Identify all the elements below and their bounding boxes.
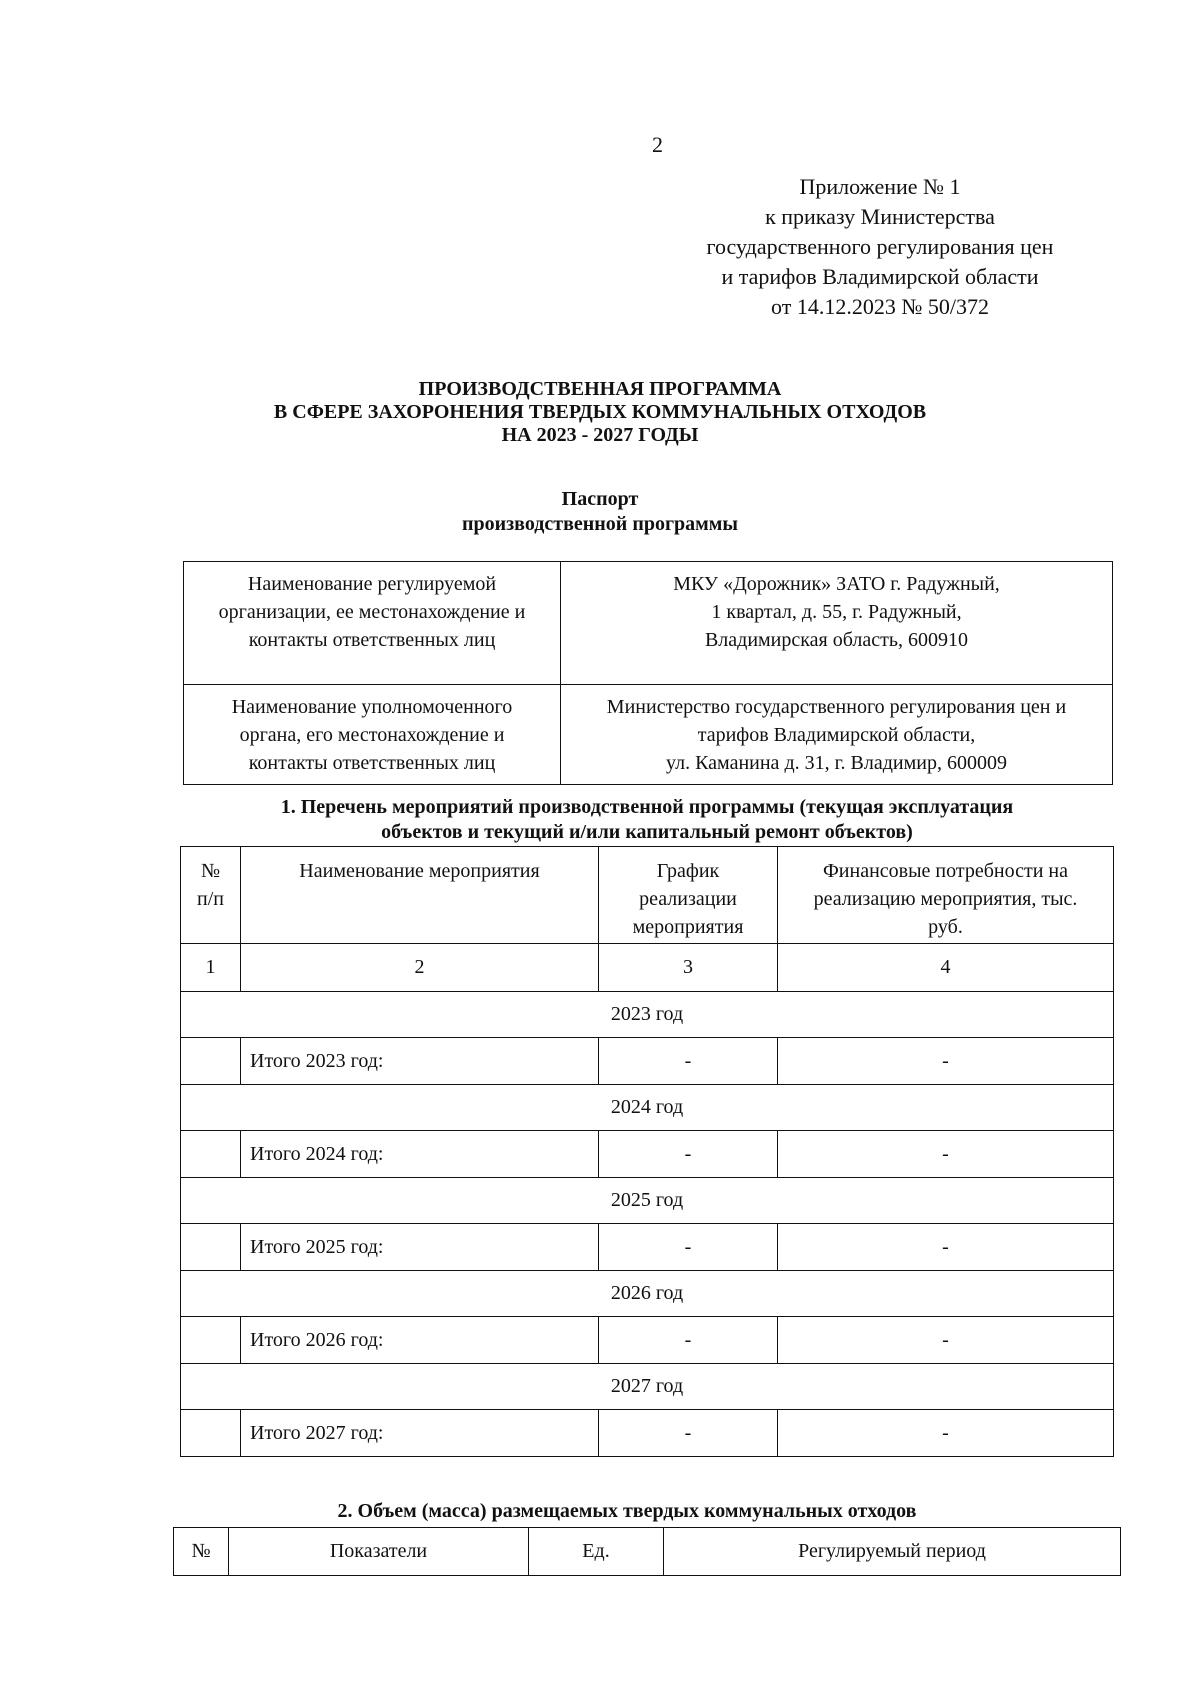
- total-number-cell: [181, 1317, 241, 1364]
- total-schedule: -: [599, 1038, 778, 1085]
- total-finance: -: [778, 1410, 1114, 1457]
- passport-heading-line: Паспорт: [561, 488, 639, 510]
- value-line: МКУ «Дорожник» ЗАТО г. Радужный,: [673, 573, 1000, 595]
- measures-table: [180, 846, 1114, 1457]
- volume-header-row: [174, 1528, 1121, 1576]
- total-row: [181, 1317, 1114, 1364]
- year-label: 2026 год: [181, 1271, 1114, 1317]
- passport-heading-line: производственной программы: [461, 513, 739, 535]
- header-line: п/п: [197, 888, 224, 910]
- total-schedule: -: [599, 1131, 778, 1178]
- label-line: Наименование уполномоченного: [231, 696, 513, 718]
- page-number: 2: [652, 132, 663, 157]
- year-row: [181, 1085, 1114, 1131]
- appendix-block: [650, 172, 1110, 322]
- value-line: тарифов Владимирской области,: [697, 724, 976, 746]
- volume-header-indicators: Показатели: [229, 1528, 529, 1576]
- label-line: контакты ответственных лиц: [248, 752, 496, 774]
- label-line: организации, ее местонахождение и: [218, 601, 526, 623]
- value-line: 1 квартал, д. 55, г. Радужный,: [711, 601, 962, 623]
- measures-header-row: [181, 847, 1114, 944]
- year-row: [181, 992, 1114, 1038]
- label-line: Наименование регулируемой: [247, 573, 497, 595]
- volume-header-unit: Ед.: [529, 1528, 664, 1576]
- section2-title: 2. Объем (масса) размещаемых твердых коммунальных отходов: [337, 1500, 917, 1522]
- total-label: Итого 2023 год:: [241, 1038, 599, 1085]
- total-label: Итого 2024 год:: [241, 1131, 599, 1178]
- passport-label: [184, 685, 561, 785]
- header-line: мероприятия: [632, 916, 744, 938]
- total-schedule: -: [599, 1224, 778, 1271]
- volume-header-period: Регулируемый период: [664, 1528, 1121, 1576]
- passport-value: [561, 685, 1113, 785]
- value-line: Министерство государственного регулирования цен и: [606, 696, 1067, 718]
- passport-label: [184, 562, 561, 685]
- year-label: 2024 год: [181, 1085, 1114, 1131]
- header-finance: [778, 847, 1114, 944]
- section1-title: [180, 795, 1114, 845]
- label-line: органа, его местонахождение и: [239, 724, 505, 746]
- value-line: ул. Каманина д. 31, г. Владимир, 600009: [666, 752, 1007, 774]
- title-line: ПРОИЗВОДСТВЕННАЯ ПРОГРАММА: [418, 378, 782, 400]
- appendix-line: государственного регулирования цен: [706, 234, 1054, 259]
- section1-title-line: объектов и текущий и/или капитальный ремонт объектов): [381, 821, 913, 843]
- column-number-row: [181, 944, 1114, 992]
- total-label: Итого 2025 год:: [241, 1224, 599, 1271]
- total-finance: -: [778, 1131, 1114, 1178]
- total-row: [181, 1224, 1114, 1271]
- section1-title-line: 1. Перечень мероприятий производственной программы (текущая эксплуатация: [280, 796, 1014, 818]
- value-line: Владимирская область, 600910: [704, 629, 969, 651]
- total-label: Итого 2027 год:: [241, 1410, 599, 1457]
- total-finance: -: [778, 1224, 1114, 1271]
- year-label: 2025 год: [181, 1178, 1114, 1224]
- header-line: График: [656, 860, 720, 882]
- total-number-cell: [181, 1038, 241, 1085]
- header-line: Финансовые потребности на: [823, 860, 1068, 882]
- total-number-cell: [181, 1131, 241, 1178]
- header-line: №: [200, 860, 221, 882]
- total-schedule: -: [599, 1317, 778, 1364]
- header-name: [241, 847, 599, 944]
- header-schedule: [599, 847, 778, 944]
- header-line: Наименование мероприятия: [299, 860, 540, 882]
- passport-table: [183, 561, 1113, 785]
- volume-table: [173, 1527, 1121, 1576]
- total-finance: -: [778, 1038, 1114, 1085]
- passport-row-authority: [184, 685, 1113, 785]
- column-number: 3: [599, 944, 778, 992]
- passport-heading: [0, 487, 1200, 537]
- total-row: [181, 1038, 1114, 1085]
- total-finance: -: [778, 1317, 1114, 1364]
- appendix-line: к приказу Министерства: [765, 204, 995, 229]
- column-number: 4: [778, 944, 1114, 992]
- document-title: [0, 378, 1200, 447]
- column-number: 1: [181, 944, 241, 992]
- volume-header-number: №: [174, 1528, 229, 1576]
- header-line: руб.: [928, 916, 963, 938]
- year-label: 2023 год: [181, 992, 1114, 1038]
- year-row: [181, 1271, 1114, 1317]
- year-row: [181, 1364, 1114, 1410]
- year-label: 2027 год: [181, 1364, 1114, 1410]
- total-row: [181, 1410, 1114, 1457]
- total-schedule: -: [599, 1410, 778, 1457]
- title-line: В СФЕРЕ ЗАХОРОНЕНИЯ ТВЕРДЫХ КОММУНАЛЬНЫХ ОТХОДОВ: [273, 401, 927, 423]
- total-number-cell: [181, 1410, 241, 1457]
- appendix-line: от 14.12.2023 № 50/372: [771, 294, 989, 319]
- appendix-line: Приложение № 1: [799, 174, 961, 199]
- total-number-cell: [181, 1224, 241, 1271]
- passport-value: [561, 562, 1113, 685]
- header-line: реализации: [639, 888, 737, 910]
- total-label: Итого 2026 год:: [241, 1317, 599, 1364]
- year-row: [181, 1178, 1114, 1224]
- header-number: [181, 847, 241, 944]
- label-line: контакты ответственных лиц: [248, 629, 496, 651]
- passport-row-organization: [184, 562, 1113, 685]
- header-line: реализацию мероприятия, тыс.: [813, 888, 1078, 910]
- total-row: [181, 1131, 1114, 1178]
- column-number: 2: [241, 944, 599, 992]
- title-line: НА 2023 - 2027 ГОДЫ: [501, 424, 699, 446]
- appendix-line: и тарифов Владимирской области: [721, 264, 1039, 289]
